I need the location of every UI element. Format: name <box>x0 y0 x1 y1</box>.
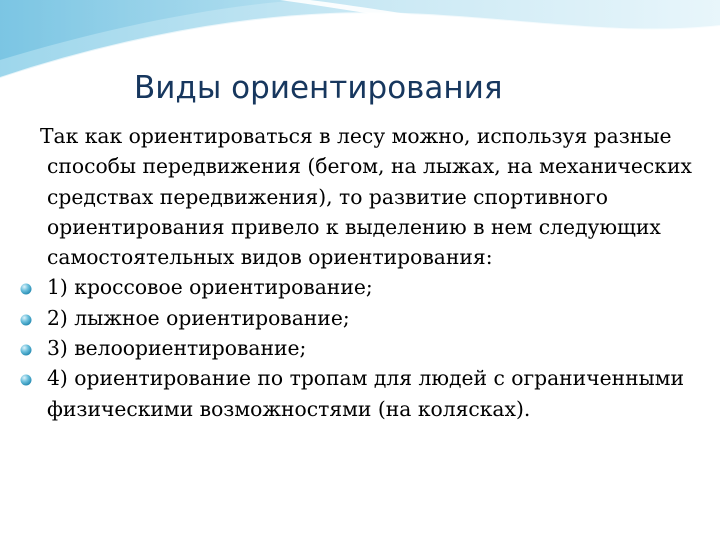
list-item-text: 4) ориентирование по тропам для людей с ограниченными физическими возможностями (на колясках). <box>47 366 685 421</box>
list-item-text: 1) кроссовое ориентирование; <box>47 275 373 300</box>
bullet-list <box>0 272 720 423</box>
slide-title: Виды ориентирования <box>134 70 503 106</box>
list-item <box>0 303 697 333</box>
list-item-text: 3) велоориентирование; <box>47 336 307 361</box>
sphere-bullet-icon <box>20 374 32 386</box>
sphere-bullet-icon <box>20 344 32 356</box>
slide-body <box>0 121 720 424</box>
sphere-bullet-icon <box>20 283 32 295</box>
list-item-text: 2) лыжное ориентирование; <box>47 305 350 330</box>
list-item <box>0 272 697 302</box>
list-item <box>0 363 697 424</box>
sphere-bullet-icon <box>20 314 32 326</box>
intro-paragraph: Так как ориентироваться в лесу можно, используя разные способы передвижения (бегом, на лыжах, на механических средствах передвижения), то развитие спортивного ориентирования привело к выделению в нем следующих самостоятельных видов ориентирования: <box>40 124 692 270</box>
list-item <box>0 333 697 363</box>
